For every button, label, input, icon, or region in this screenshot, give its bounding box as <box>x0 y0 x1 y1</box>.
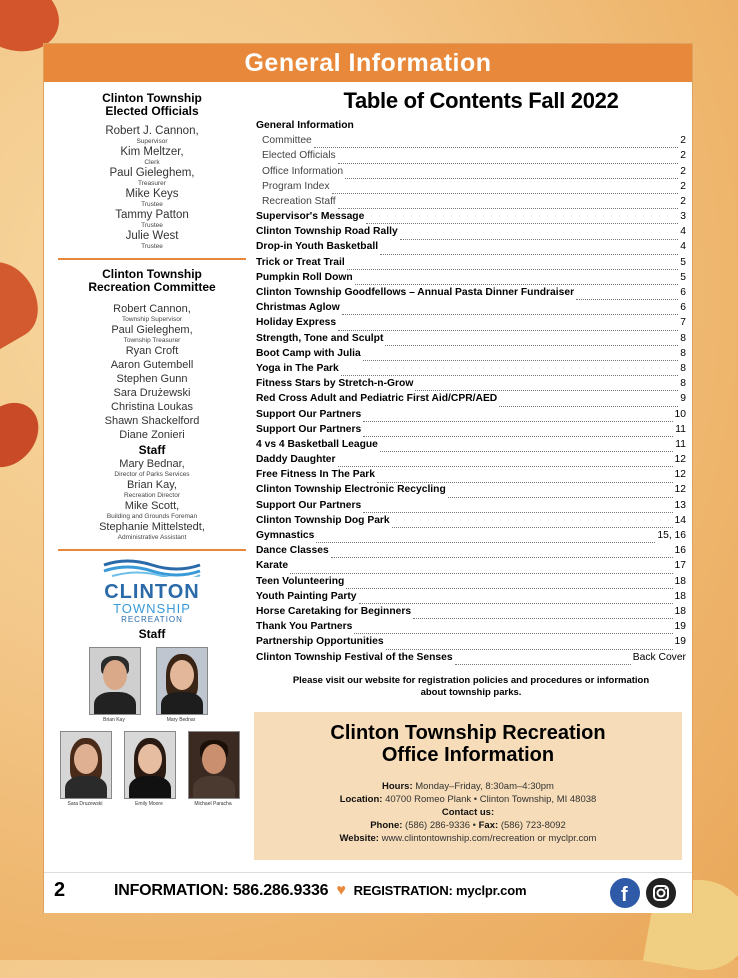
person-name: Paul Gieleghem, <box>109 167 195 179</box>
elected-officials-list <box>54 124 250 250</box>
office-phone-fax: Phone: (586) 286-9336 • Fax: (586) 723-8092 <box>370 820 566 831</box>
toc-entry-page: 19 <box>674 636 686 648</box>
person-name: Brian Kay, <box>127 479 177 491</box>
toc-entry-title: Youth Painting Party <box>256 590 357 602</box>
toc-entry-page: 15, 16 <box>657 530 686 542</box>
toc-entry <box>256 164 686 179</box>
toc-entry <box>256 346 686 361</box>
toc-entry-page: 11 <box>675 423 686 435</box>
person-name: Diane Zonieri <box>119 429 185 441</box>
toc-entry-title: Dance Classes <box>256 545 329 557</box>
toc-entry <box>256 498 686 513</box>
office-website-link[interactable]: www.clintontownship.com/recreation or myclpr.com <box>381 833 597 844</box>
svg-text:f: f <box>621 884 628 906</box>
staff-photo-caption: Emily Moore <box>135 801 163 807</box>
person-entry <box>54 166 250 187</box>
person-entry <box>54 400 250 414</box>
toc-entry-page: 12 <box>674 484 686 496</box>
person-entry <box>54 457 250 478</box>
person-title: Director of Parks Services <box>114 471 190 478</box>
person-title: Treasurer <box>138 180 166 187</box>
toc-entry-title: Recreation Staff <box>262 195 336 207</box>
toc-entry-title: Clinton Township Festival of the Senses <box>256 651 453 663</box>
toc-entry-page: 9 <box>680 393 686 405</box>
person-entry <box>54 323 250 344</box>
toc-entry-title: Clinton Township Goodfellows – Annual Pasta Dinner Fundraiser <box>256 287 575 299</box>
person-name: Tammy Patton <box>115 209 189 221</box>
person-entry <box>54 124 250 145</box>
toc-entry-title: Christmas Aglow <box>256 302 340 314</box>
toc-dot-leader <box>448 488 673 498</box>
left-column <box>54 88 250 821</box>
toc-entry <box>256 118 686 133</box>
staff-list <box>54 457 250 541</box>
person-entry <box>54 414 250 428</box>
toc-entry-page: Back Cover <box>632 651 686 663</box>
toc-entry-page: 2 <box>680 150 686 162</box>
toc-entry-page: 6 <box>680 287 686 299</box>
toc-entry <box>256 437 686 452</box>
right-column <box>256 88 686 699</box>
toc-entry-title: Support Our Partners <box>256 499 362 511</box>
office-information-box <box>254 712 682 860</box>
person-name: Kim Meltzer, <box>120 146 184 158</box>
footer-info: INFORMATION: 586.286.9336 <box>114 882 329 899</box>
toc-dot-leader <box>386 640 673 650</box>
toc-dot-leader <box>355 275 679 285</box>
toc-entry <box>256 270 686 285</box>
toc-entry-page: 3 <box>680 211 686 223</box>
divider <box>58 549 246 551</box>
page-number: 2 <box>54 879 66 901</box>
divider <box>58 258 246 260</box>
toc-entry-title: Elected Officials <box>262 150 336 162</box>
toc-entry <box>256 224 686 239</box>
toc-dot-leader <box>338 199 679 209</box>
toc-dot-leader <box>380 442 673 452</box>
table-of-contents <box>256 118 686 665</box>
toc-entry <box>256 285 686 300</box>
logo-text-recreation: RECREATION <box>121 615 183 624</box>
brochure-page <box>44 44 692 912</box>
committee-heading: Clinton Township Recreation Committee <box>88 267 216 294</box>
toc-dot-leader <box>359 594 673 604</box>
toc-dot-leader <box>377 473 673 483</box>
toc-entry <box>256 331 686 346</box>
office-location: Location: 40700 Romeo Plank • Clinton Township, MI 48038 <box>339 794 597 805</box>
toc-entry-title: Partnership Opportunities <box>256 636 384 648</box>
toc-entry <box>256 589 686 604</box>
toc-entry-page: 17 <box>674 560 686 572</box>
person-entry <box>54 229 250 250</box>
toc-entry <box>256 422 686 437</box>
toc-entry-title: Support Our Partners <box>256 408 362 420</box>
toc-dot-leader <box>347 260 679 270</box>
toc-entry-title: 4 vs 4 Basketball League <box>256 438 378 450</box>
toc-entry-page: 5 <box>680 256 686 268</box>
toc-entry-title: Fitness Stars by Stretch-n-Grow <box>256 378 414 390</box>
person-entry <box>54 208 250 229</box>
person-entry <box>54 344 250 358</box>
toc-entry <box>256 194 686 209</box>
facebook-icon[interactable] <box>610 878 640 908</box>
person-name: Julie West <box>125 230 179 242</box>
person-entry <box>54 478 250 499</box>
toc-entry <box>256 179 686 194</box>
person-name: Mary Bednar, <box>119 458 185 470</box>
toc-entry-page: 16 <box>674 545 686 557</box>
person-entry <box>54 520 250 541</box>
toc-entry-title: Red Cross Adult and Pediatric First Aid/CPR/AED <box>256 393 498 405</box>
toc-entry-page: 5 <box>680 271 686 283</box>
office-title-line1: Clinton Township Recreation <box>330 722 606 744</box>
logo-text-township: TOWNSHIP <box>113 601 191 616</box>
toc-entry-page: 2 <box>680 195 686 207</box>
person-title: Building and Grounds Foreman <box>106 513 198 520</box>
staff-photo <box>60 731 112 799</box>
person-name: Stephanie Mittelstedt, <box>99 521 205 533</box>
toc-entry-page: 4 <box>680 226 686 238</box>
toc-dot-leader <box>331 548 673 558</box>
person-entry <box>54 145 250 166</box>
toc-dot-leader <box>338 154 679 164</box>
toc-dot-leader <box>314 138 678 148</box>
toc-entry <box>256 543 686 558</box>
toc-entry <box>256 604 686 619</box>
toc-dot-leader <box>392 518 673 528</box>
toc-dot-leader <box>380 245 678 255</box>
toc-entry-page: 18 <box>674 590 686 602</box>
toc-dot-leader <box>415 381 678 391</box>
toc-entry-title: Pumpkin Roll Down <box>256 271 353 283</box>
toc-entry-page: 8 <box>680 378 686 390</box>
toc-dot-leader <box>338 321 678 331</box>
toc-entry-title: Clinton Township Electronic Recycling <box>256 484 446 496</box>
staff-photo <box>156 647 208 715</box>
person-name: Shawn Shackelford <box>104 415 200 427</box>
toc-entry <box>256 634 686 649</box>
person-name: Robert J. Cannon, <box>105 125 199 137</box>
toc-entry-title: Drop-in Youth Basketball <box>256 241 379 253</box>
toc-dot-leader <box>332 184 679 194</box>
toc-entry-page: 19 <box>674 621 686 633</box>
toc-entry <box>256 574 686 589</box>
clinton-township-recreation-logo <box>97 559 207 624</box>
staff-photo-caption: Mary Bednar <box>166 717 196 723</box>
waves-icon <box>102 559 202 577</box>
toc-entry <box>256 407 686 422</box>
toc-entry-page: 12 <box>674 454 686 466</box>
staff-photo-caption: Sara Druzewski <box>67 801 103 807</box>
person-title: Clerk <box>144 159 160 166</box>
toc-entry-title: Supervisor's Message <box>256 211 365 223</box>
toc-dot-leader <box>346 579 672 589</box>
toc-entry <box>256 148 686 163</box>
toc-dot-leader <box>363 351 679 361</box>
office-title <box>254 722 682 766</box>
toc-dot-leader <box>455 655 631 665</box>
office-contact-label: Contact us: <box>441 807 495 818</box>
heart-icon: ♥ <box>336 882 346 899</box>
toc-entry-title: Program Index <box>262 180 330 192</box>
footer-registration[interactable]: REGISTRATION: myclpr.com <box>353 883 527 898</box>
person-name: Robert Cannon, <box>113 303 191 315</box>
staff-photo <box>188 731 240 799</box>
elected-officials-heading: Clinton Township Elected Officials <box>102 91 202 118</box>
person-title: Township Treasurer <box>123 337 181 344</box>
instagram-icon[interactable] <box>646 878 676 908</box>
staff-photos-heading: Staff <box>138 627 166 641</box>
toc-entry-title: Strength, Tone and Sculpt <box>256 332 384 344</box>
footer-contact <box>114 882 526 900</box>
toc-dot-leader <box>576 290 678 300</box>
toc-dot-leader <box>413 609 672 619</box>
person-title: Administrative Assistant <box>117 534 187 541</box>
person-name: Sara Drużewski <box>113 387 191 399</box>
toc-entry-page: 11 <box>675 438 686 450</box>
office-website: Website: www.clintontownship.com/recreation or myclpr.com <box>339 833 597 844</box>
person-name: Paul Gieleghem, <box>111 324 193 336</box>
toc-entry-title: Clinton Township Road Rally <box>256 226 398 238</box>
toc-entry <box>256 558 686 573</box>
toc-entry-page: 18 <box>674 605 686 617</box>
toc-entry <box>256 391 686 406</box>
toc-entry-page: 7 <box>680 317 686 329</box>
toc-dot-leader <box>338 457 673 467</box>
staff-heading: Staff <box>138 443 166 457</box>
toc-dot-leader <box>366 214 678 224</box>
toc-entry-page: 4 <box>680 241 686 253</box>
toc-dot-leader <box>316 533 655 543</box>
person-name: Christina Loukas <box>111 401 193 413</box>
toc-dot-leader <box>363 412 672 422</box>
committee-list <box>54 302 250 442</box>
page-banner: General Information <box>44 44 692 82</box>
toc-entry <box>256 650 686 665</box>
toc-entry-page: 2 <box>680 180 686 192</box>
toc-entry <box>256 376 686 391</box>
toc-entry <box>256 483 686 498</box>
toc-entry-page: 2 <box>680 135 686 147</box>
toc-entry <box>256 209 686 224</box>
office-hours: Hours: Monday–Friday, 8:30am–4:30pm <box>382 781 554 792</box>
toc-entry-page: 8 <box>680 347 686 359</box>
toc-entry <box>256 255 686 270</box>
toc-entry-title: Daddy Daughter <box>256 454 336 466</box>
toc-entry <box>256 452 686 467</box>
toc-entry-page: 2 <box>680 165 686 177</box>
toc-entry-title: Trick or Treat Trail <box>256 256 345 268</box>
toc-entry-title: Karate <box>256 560 289 572</box>
toc-dot-leader <box>341 366 678 376</box>
toc-entry-title: General Information <box>256 119 354 131</box>
person-title: Supervisor <box>136 138 168 145</box>
visit-website-note: Please visit our website for registration policies and procedures or information about township parks. <box>292 674 650 698</box>
toc-entry <box>256 619 686 634</box>
logo-text-clinton: CLINTON <box>104 581 200 603</box>
toc-entry-title: Yoga in The Park <box>256 362 339 374</box>
person-title: Trustee <box>141 222 163 229</box>
toc-entry-title: Support Our Partners <box>256 423 362 435</box>
toc-dot-leader <box>385 336 678 346</box>
toc-dot-leader <box>345 169 678 179</box>
person-title: Township Supervisor <box>122 316 182 323</box>
toc-entry-title: Office Information <box>262 165 344 177</box>
person-title: Recreation Director <box>124 492 180 499</box>
person-title: Trustee <box>141 201 163 208</box>
page-footer <box>44 872 692 913</box>
toc-entry <box>256 133 686 148</box>
toc-entry-title: Teen Volunteering <box>256 575 345 587</box>
person-name: Stephen Gunn <box>116 373 188 385</box>
toc-entry-title: Boot Camp with Julia <box>256 347 361 359</box>
person-entry <box>54 358 250 372</box>
toc-entry-title: Gymnastics <box>256 530 315 542</box>
toc-entry <box>256 528 686 543</box>
toc-dot-leader <box>354 624 672 634</box>
person-entry <box>54 499 250 520</box>
toc-entry-page: 18 <box>674 575 686 587</box>
toc-dot-leader <box>499 397 678 407</box>
person-title: Trustee <box>141 243 163 250</box>
person-entry <box>54 372 250 386</box>
staff-photo-caption: Michael Paracha <box>194 801 232 807</box>
toc-title: Table of Contents Fall 2022 <box>343 88 619 113</box>
toc-dot-leader <box>290 564 672 574</box>
toc-entry-page: 12 <box>674 469 686 481</box>
person-name: Aaron Gutembell <box>110 359 194 371</box>
toc-entry-title: Thank You Partners <box>256 621 353 633</box>
toc-entry-page: 13 <box>674 499 686 511</box>
staff-photo <box>89 647 141 715</box>
toc-entry-page: 14 <box>674 514 686 526</box>
toc-entry <box>256 300 686 315</box>
toc-entry-title: Committee <box>262 135 312 147</box>
toc-dot-leader <box>342 305 679 315</box>
toc-entry <box>256 467 686 482</box>
person-name: Mike Keys <box>125 188 179 200</box>
toc-entry-page: 8 <box>680 362 686 374</box>
toc-entry-title: Clinton Township Dog Park <box>256 514 390 526</box>
person-entry <box>54 428 250 442</box>
toc-entry-page: 10 <box>674 408 686 420</box>
person-entry <box>54 302 250 323</box>
toc-dot-leader <box>363 427 673 437</box>
staff-photo-caption: Brian Kay <box>103 717 125 723</box>
toc-entry-title: Free Fitness In The Park <box>256 469 376 481</box>
toc-entry <box>256 240 686 255</box>
toc-dot-leader <box>363 503 672 513</box>
staff-photo <box>124 731 176 799</box>
person-name: Mike Scott, <box>124 500 180 512</box>
toc-entry <box>256 361 686 376</box>
office-title-line2: Office Information <box>381 744 555 766</box>
person-entry <box>54 386 250 400</box>
toc-entry <box>256 513 686 528</box>
toc-entry-page: 8 <box>680 332 686 344</box>
staff-photos <box>54 641 250 821</box>
toc-entry <box>256 315 686 330</box>
toc-entry-title: Horse Caretaking for Beginners <box>256 605 412 617</box>
toc-dot-leader <box>400 230 679 240</box>
person-entry <box>54 187 250 208</box>
toc-entry-page: 6 <box>680 302 686 314</box>
person-name: Ryan Croft <box>125 345 179 357</box>
toc-entry-title: Holiday Express <box>256 317 337 329</box>
